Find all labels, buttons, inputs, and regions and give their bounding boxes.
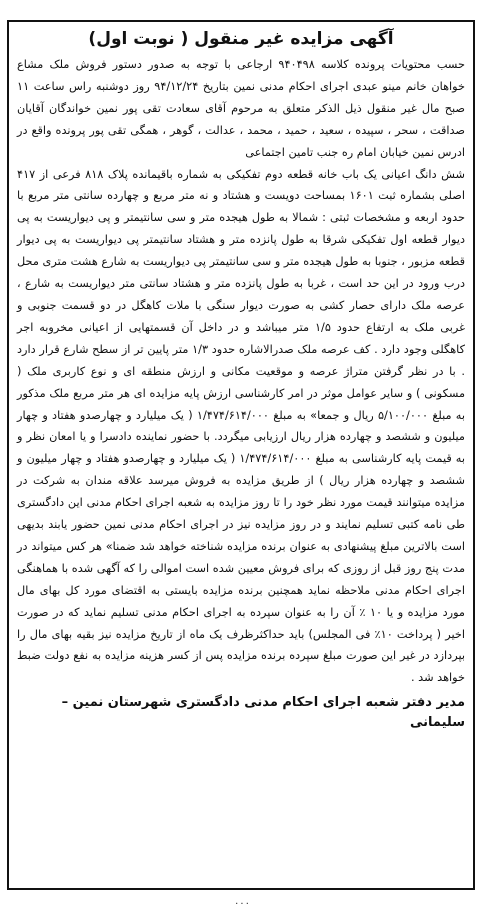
notice-paragraph-property: شش دانگ اعیانی یک باب خانه قطعه دوم تفکیکی به شماره باقیمانده پلاک ۸۱۸ فرعی از ۴۱۷ اصلی بشماره ثبت ۱۶۰۱ بمساحت دویست و هشتاد و نه متر مربع و چهارده سانتی متر مربع با حدود اربعه و مشخصات ثبتی : شمالا به طول هیجده متر و سی سانتیمتر و پی دیواریست به پی دیوار قطعه اول تفکیکی شرقا به طول پانزده متر و هشتاد سانتیمتر پی دیواریست به پی دیوار قطعه مزبور ، جنوبا به طول هیجده متر و سی سانتیمتر پی دیواریست به شارع هشت متری محل درب ورود در این حد است ، غربا به طول پانزده متر و هشتاد سانتی متر دیواریست به شارع ، عرصه ملک دارای حصار کشی به صورت دیوار سنگی با ملات کاهگل در دو قسمت جنوبی و غربی ملک به ارتفاع حدود ۱/۵ متر میباشد و در داخل آن قسمتهایی از اعیانی مخروبه اجر کاهگلی وجود دارد . کف عرصه ملک صدرالاشاره حدود ۱/۳ متر پایین تر از سطح شارع قرار دارد . با در نظر گرفتن متراژ عرصه و موقعیت مکانی و ارزش منطقه ای و نوع کاربری ملک ( مسکونی ) و سایر عوامل موثر در امر کارشناسی ارزش پایه مزایده ای هر متر مربع ملک مذکور به مبلغ ۵/۱۰۰/۰۰۰ ریال و جمعا» به مبلغ ۱/۴۷۴/۶۱۴/۰۰۰ ( یک میلیارد و چهارصدو هفتاد و چهار میلیون و ششصد و چهارده هزار ریال ارزیابی میگردد. با حضور نماینده دادسرا و یا امعان نظر و به قیمت پایه کارشناسی به مبلغ ۱/۴۷۴/۶۱۴/۰۰۰ ( یک میلیارد و چهارصدو هفتاد و چهار میلیون و ششصد و چهارده هزار ریال ) از طریق مزایده به فروش میرسد علاقه مندان به شرکت در مزایده میتوانند قیمت مورد نظر خود را تا روز مزایده به شعبه اجرای احکام مدنی این دادگستری طی نامه کتبی تسلیم نمایند و در روز مزایده نیز در اجرای احکام مدنی نمین حضور یابند بدیهی است بالاترین مبلغ پیشنهادی به عنوان برنده مزایده شناخته خواهد شد ضمنا» هر کس میتواند در مدت پنج روز قبل از روزی که برای فروش معیین شده است اموالی را که آگهی شده با هماهنگی اجرای احکام مدنی ملاحظه نماید همچنین برنده مزایده بایستی به اقتضای مورد کل بهای مال مورد مزایده و یا ۱۰ ٪ آن را به عنوان سپرده به اجرای احکام مدنی تسلیم نماید که در صورت اخیر ( پرداخت ۱۰٪ فی المجلس) باید حداکثرظرف یک ماه از تاریخ مزایده نیز بقیه بهای مال را بپردازد در غیر این صورت مبلغ سپرده برنده مزایده پس از کسر هزینه مزایده به نفع دولت ضبط خواهد شد . bbox=[17, 167, 465, 685]
notice-paragraph-intro: حسب محتویات پرونده کلاسه ۹۴۰۴۹۸ ارجاعی با توجه به صدور دستور فروش ملک مشاع خواهان خانم مینو عبدی اجرای احکام مدنی نمین بتاریخ ۹۴/۱۲/۲۴ روز دوشنبه راس ساعت ۱۱ صبح مال غیر منقول ذیل الذکر متعلق به مرحوم آقای سعادت تقی پور نمین خواندگان آقایان صداقت ، سحر ، سپیده ، سعید ، حمید ، محمد ، عدالت ، گوهر ، همگی تقی پور پرونده واقع در ادرس نمین خیابان امام ره جنب تامین اجتماعی bbox=[17, 58, 465, 159]
notice-body bbox=[17, 54, 465, 689]
auction-notice bbox=[7, 20, 475, 890]
bottom-edge-marks: ٠٠٠ bbox=[233, 898, 251, 909]
notice-title: آگهی مزایده غیر منقول ( نوبت اول) bbox=[88, 29, 394, 49]
notice-signature: مدیر دفتر شعبه اجرای احکام مدنی دادگستری شهرستان نمین – سلیمانی bbox=[61, 695, 465, 731]
